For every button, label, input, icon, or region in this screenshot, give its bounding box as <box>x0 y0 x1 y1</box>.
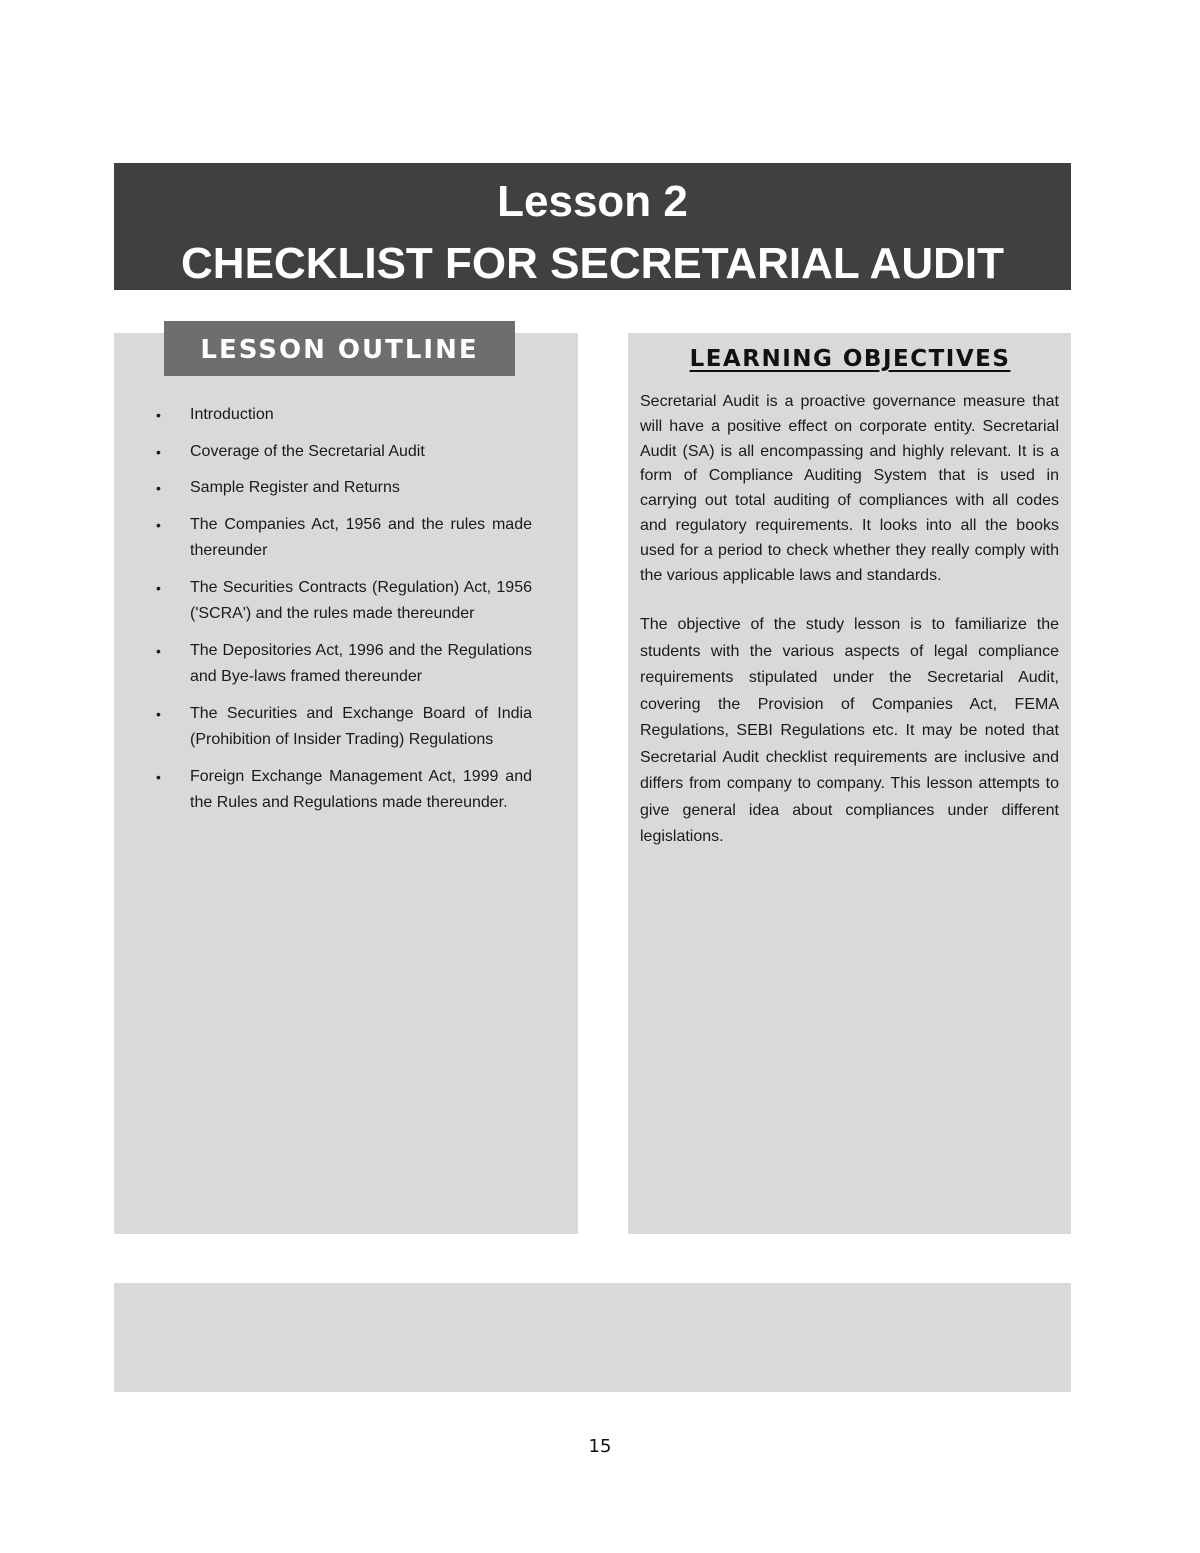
lesson-header-band <box>114 163 1071 290</box>
outline-item-coverage <box>154 439 532 466</box>
page-number: 15 <box>588 1436 612 1457</box>
outline-item-fema <box>154 764 532 817</box>
lesson-outline-heading: LESSON OUTLINE <box>164 321 515 376</box>
bullet-icon: • <box>156 443 161 460</box>
bullet-icon: • <box>156 642 161 659</box>
outline-item-sebi-insider-trading <box>154 701 532 754</box>
outline-item-text: The Securities Contracts (Regulation) Act, 1956 ('SCRA') and the rules made thereunder <box>190 578 532 622</box>
objectives-paragraph: Secretarial Audit is a proactive governance measure that will have a positive effect on corporate entity. Secretarial Audit (SA) is all encompassing and highly relevant. It is a form of Compliance Auditing System that is used in carrying out total auditing of compliances with all codes and regulatory requirements. It looks into all the books used for a period to check whether they really comply with the various applicable laws and standards. <box>640 393 1059 584</box>
objectives-paragraph: The objective of the study lesson is to familiarize the students with the various aspects of legal compliance requirements stipulated under the Secretarial Audit, covering the Provision of Companies Act, FEMA Regulations, SEBI Regulations etc. It may be noted that Secretarial Audit checklist requirements are inclusive and differs from company to company. This lesson attempts to give general idea about compliances under different legislations. <box>640 616 1059 846</box>
outline-item-introduction <box>154 402 532 429</box>
outline-item-depositories-act <box>154 638 532 691</box>
bullet-icon: • <box>156 579 161 596</box>
lesson-outline-list <box>154 402 532 827</box>
outline-item-text: Sample Register and Returns <box>190 479 400 496</box>
outline-item-text: Coverage of the Secretarial Audit <box>190 442 425 460</box>
bullet-icon: • <box>156 768 161 785</box>
bullet-icon: • <box>156 407 161 423</box>
outline-item-text: The Companies Act, 1956 and the rules made thereunder <box>190 515 532 559</box>
outline-item-companies-act <box>154 512 532 565</box>
bullet-icon: • <box>156 480 161 496</box>
learning-objectives-heading: LEARNING OBJECTIVES <box>689 346 1011 372</box>
outline-item-sample-register <box>154 475 532 502</box>
bullet-icon: • <box>156 705 161 722</box>
lesson-number: Lesson 2 <box>497 177 688 226</box>
learning-objectives-body <box>640 390 1059 851</box>
outline-item-text: Introduction <box>190 406 274 423</box>
outline-item-text: The Depositories Act, 1996 and the Regulations and Bye-laws framed thereunder <box>190 641 532 685</box>
outline-item-scra <box>154 575 532 628</box>
bottom-blank-panel <box>114 1283 1071 1392</box>
bullet-icon: • <box>156 516 161 533</box>
lesson-title: CHECKLIST FOR SECRETARIAL AUDIT <box>181 239 1004 288</box>
outline-item-text: The Securities and Exchange Board of India (Prohibition of Insider Trading) Regulations <box>190 704 532 748</box>
outline-item-text: Foreign Exchange Management Act, 1999 and the Rules and Regulations made thereunder. <box>190 767 532 811</box>
